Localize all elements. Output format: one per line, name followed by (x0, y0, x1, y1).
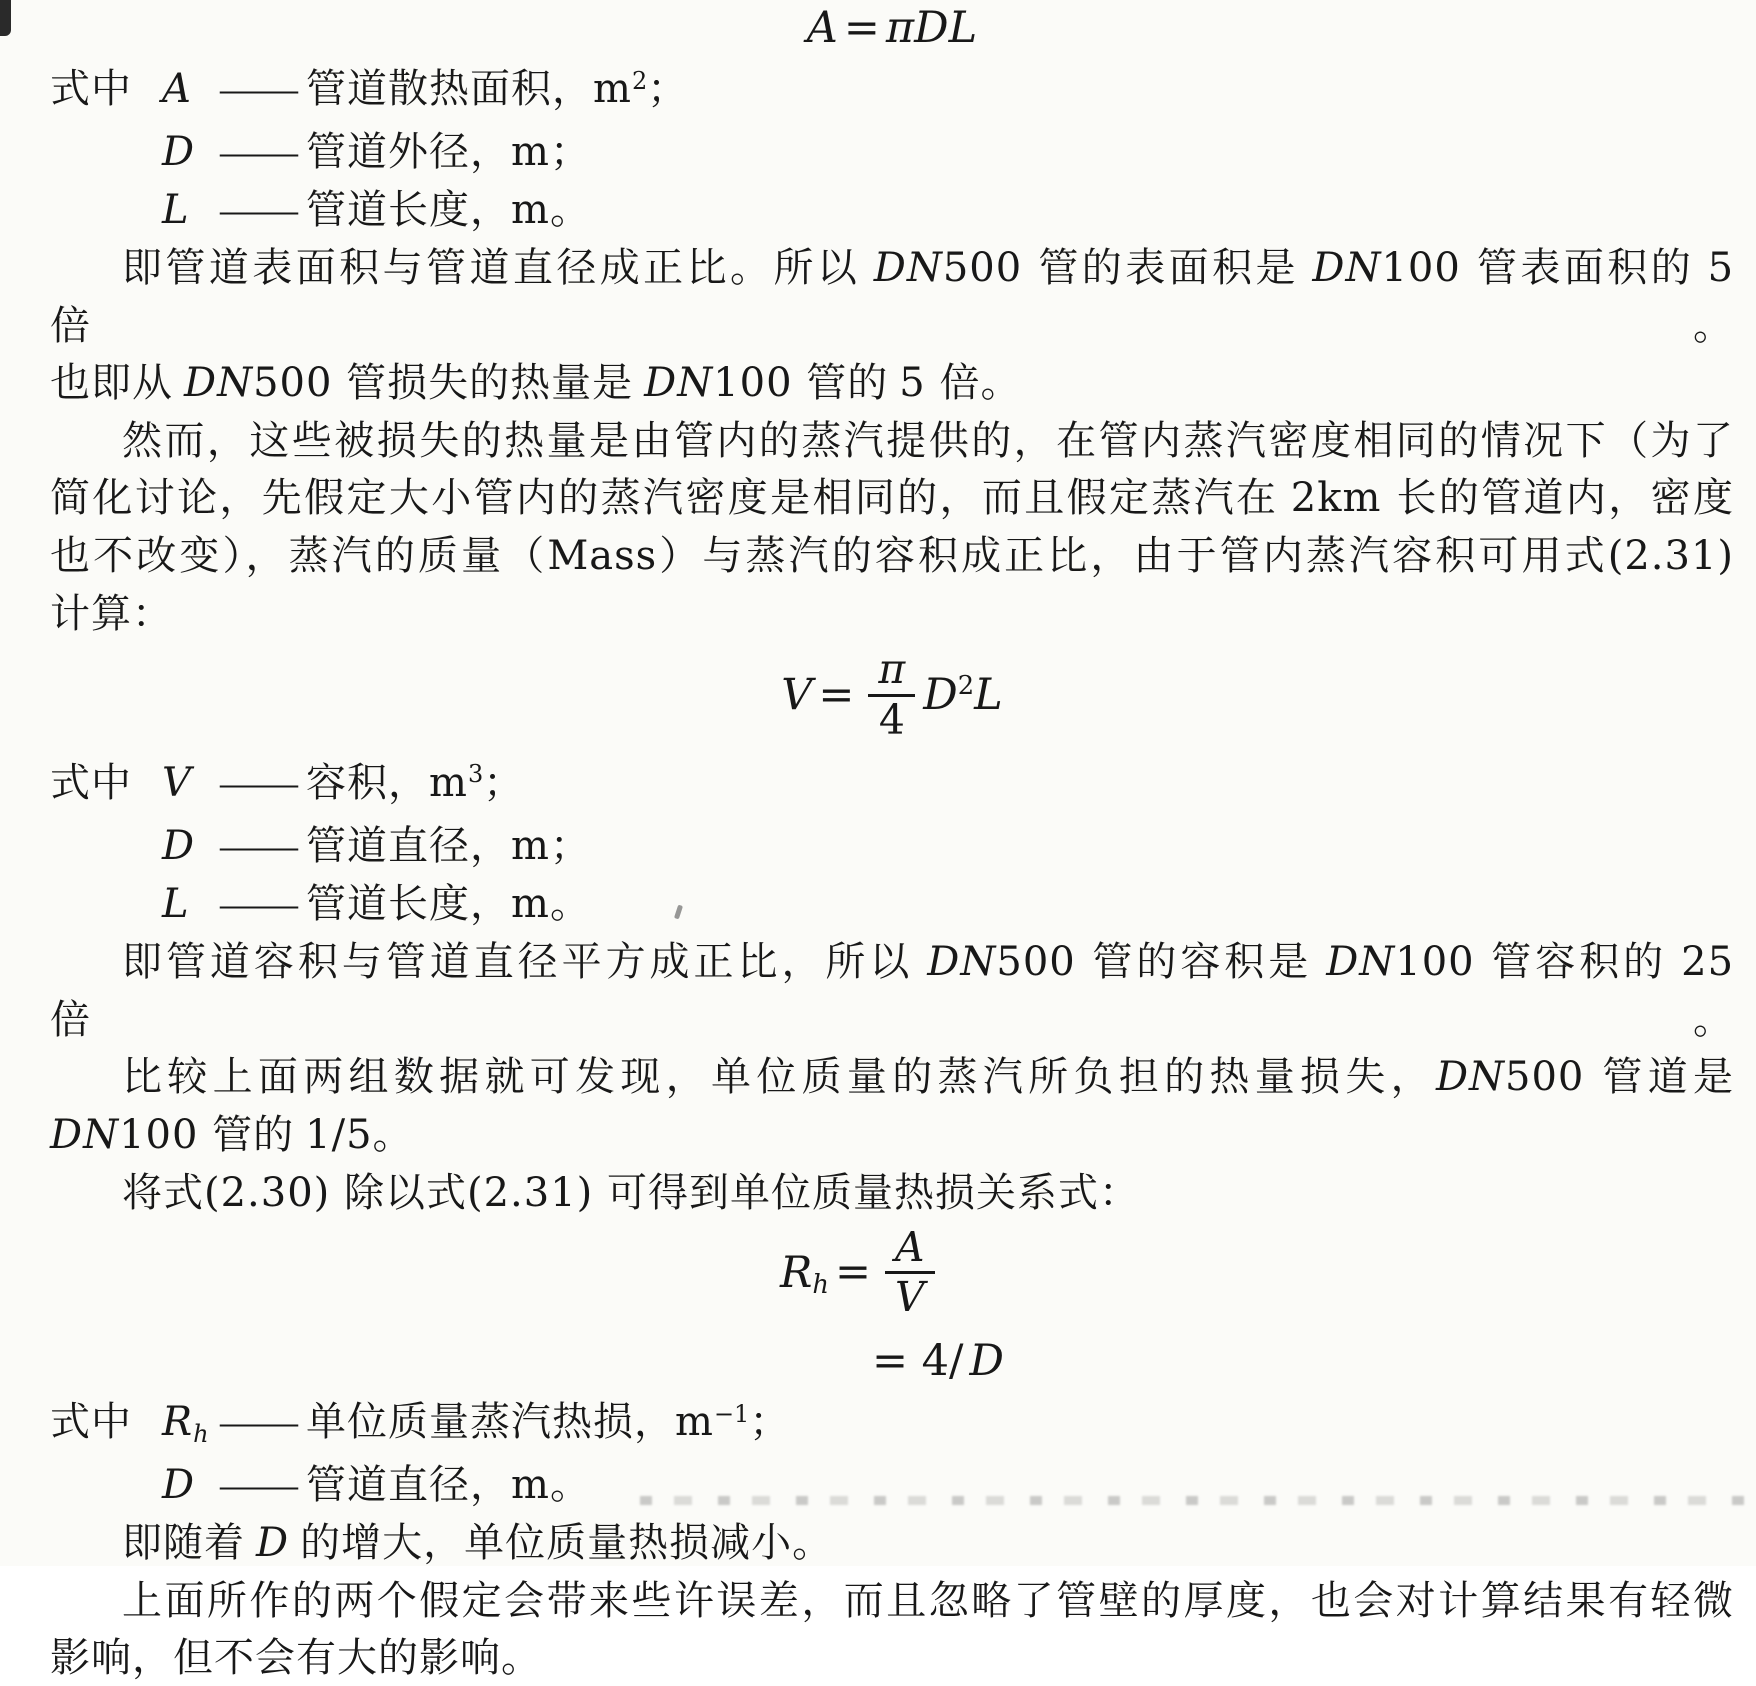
text-segment: 5 (1707, 244, 1735, 291)
scan-artifact-streak (640, 1496, 1748, 1505)
dash: —— (220, 65, 296, 111)
symbol-description (306, 1456, 591, 1514)
text-segment: DN (873, 244, 943, 291)
definition-row (50, 60, 1734, 123)
where-label: 式中 (50, 65, 132, 111)
text-segment: 长的管道内，密度 (1396, 474, 1734, 520)
para-caveat-1 (50, 1572, 1734, 1629)
text-segment: R (162, 1399, 194, 1445)
text-segment: 管损失的热量是 (346, 359, 645, 405)
text-segment: h (193, 1419, 209, 1448)
text-segment: 将式 (122, 1169, 204, 1215)
text-segment: −1 (713, 1399, 750, 1428)
text-segment: 2km (1290, 474, 1397, 521)
equation-a-pidl (50, 2, 1734, 56)
text-segment: h (812, 1270, 829, 1301)
text-segment: m (511, 822, 550, 869)
fraction: $\frac{A}{V}$ (885, 1226, 935, 1320)
text-segment: 100 (713, 359, 807, 406)
text-segment: 100 (1395, 938, 1492, 985)
text-segment: 倍。 (50, 996, 1734, 1042)
text-segment: 500 (996, 938, 1093, 985)
text-segment: A (162, 65, 192, 112)
text-segment: D (256, 1520, 290, 1566)
para-surface-1 (50, 239, 1734, 354)
symbol (162, 181, 220, 239)
where-list-1 (50, 60, 1734, 239)
where-list-2 (50, 754, 1734, 933)
symbol (162, 817, 220, 875)
text-segment: (2.30) (204, 1169, 344, 1216)
dash: —— (220, 880, 296, 926)
para-steam-2 (50, 469, 1734, 527)
text-segment: 管道是 (1602, 1053, 1735, 1099)
text-segment: 管的容积是 (1092, 938, 1327, 984)
text-segment: L (162, 880, 190, 927)
text-segment: = (843, 3, 880, 53)
text-segment: DN (1312, 244, 1382, 291)
text-segment: L (162, 186, 190, 233)
text-segment: 管道散热面积， (306, 65, 593, 111)
definition-row (50, 754, 1734, 817)
text-segment: 。 (549, 186, 591, 232)
text-segment: 100 (1381, 244, 1477, 291)
text-segment: DN (184, 359, 254, 406)
para-surface-2 (50, 354, 1734, 412)
text-segment: 管道长度， (306, 880, 511, 926)
fraction: $\frac{\pi}{4}$ (868, 648, 915, 742)
text-segment: = 4/ (871, 1336, 964, 1387)
equation-rh (50, 1222, 1734, 1390)
symbol-description (306, 1393, 790, 1456)
text-segment: 2 (631, 66, 648, 95)
formula-line (807, 2, 977, 56)
text-segment: 1/5 (305, 1111, 373, 1158)
text-segment: 即管道表面积与管道直径成正比。所以 (122, 244, 874, 290)
text-segment: 管容积的 (1491, 938, 1682, 984)
text-segment: 容积， (306, 759, 429, 805)
symbol-description (306, 60, 688, 123)
text-segment: ； (549, 822, 591, 868)
text-segment: Mass (547, 532, 658, 579)
symbol (162, 1393, 220, 1456)
text-segment: A (806, 3, 838, 53)
text-segment: = (818, 669, 855, 720)
text-segment: m (511, 880, 550, 927)
text-segment: 倍。 (939, 359, 1022, 405)
text-segment: D (162, 1462, 196, 1508)
text-segment: D (162, 128, 196, 175)
symbol (162, 875, 220, 933)
para-volume-1 (50, 933, 1734, 1048)
text-segment: 。 (372, 1111, 414, 1157)
text-segment: 也不改变），蒸汽的质量（ (50, 532, 548, 578)
text-segment: m (511, 128, 550, 175)
definition-row (50, 817, 1734, 875)
text-segment: 即随着 (122, 1520, 256, 1565)
formula-line (780, 1335, 1004, 1389)
equation-2-31 (50, 644, 1734, 746)
text-segment: 也即从 (50, 359, 184, 405)
text-segment: L (974, 669, 1003, 720)
text-segment: 影响，但不会有大的影响。 (50, 1635, 542, 1680)
definition-row (50, 181, 1734, 239)
definition-row (50, 875, 1734, 933)
text-segment: R (779, 1247, 813, 1298)
text-segment: DN (1435, 1053, 1506, 1100)
para-caveat-2 (50, 1629, 1734, 1686)
text-segment: DN (644, 359, 714, 406)
para-conclusion-1 (50, 1514, 1734, 1572)
text-segment: 管的 (212, 1111, 306, 1157)
text-segment: m (511, 1462, 550, 1508)
text-segment: 单位质量蒸汽热损， (306, 1399, 675, 1444)
symbol-description (306, 817, 591, 875)
text-segment: DN (1326, 938, 1396, 985)
text-segment: 。 (549, 880, 591, 926)
symbol (162, 60, 220, 118)
text-segment: 。 (549, 1462, 591, 1507)
text-segment: 计算： (50, 590, 173, 636)
para-steam-1 (50, 412, 1734, 469)
text-segment: 简化讨论，先假定大小管内的蒸汽密度是相同的，而且假定蒸汽在 (50, 474, 1291, 520)
text-segment: 的增大，单位质量热损减小。 (289, 1520, 834, 1565)
document-content (50, 2, 1734, 1686)
text-segment: 管道长度， (306, 186, 511, 232)
formula-line (779, 1222, 1004, 1324)
text-segment: 除以式 (344, 1169, 467, 1215)
text-segment: 2 (957, 671, 975, 702)
text-segment: 5 (899, 359, 940, 406)
text-segment: ； (483, 759, 525, 805)
scan-artifact-corner (0, 0, 11, 36)
dash: —— (220, 186, 296, 232)
para-compare-1 (50, 1048, 1734, 1106)
formula-body (781, 644, 1003, 746)
text-segment: DN (50, 1111, 120, 1158)
text-segment: 管的表面积是 (1038, 244, 1313, 290)
definition-row (50, 123, 1734, 181)
text-segment: m (511, 186, 550, 233)
dash: —— (220, 1399, 296, 1444)
text-segment: D (923, 669, 958, 720)
where-label: 式中 (50, 759, 132, 805)
text-segment: 500 (1505, 1053, 1603, 1100)
text-segment: D (162, 822, 196, 869)
text-segment: 即管道容积与管道直径平方成正比，所以 (122, 938, 928, 984)
text-segment: m (429, 759, 468, 806)
formula-body (779, 1222, 1005, 1390)
symbol (162, 123, 220, 181)
symbol (162, 754, 220, 812)
text-segment: D (969, 1336, 1005, 1387)
text-segment: DN (927, 938, 997, 985)
dash: —— (220, 128, 296, 174)
where-label: 式中 (50, 1399, 132, 1444)
text-segment: 500 (942, 244, 1039, 291)
text-segment: ； (647, 65, 689, 111)
text-segment: 上面所作的两个假定会带来些许误差，而且忽略了管壁的厚度，也会对计算结果有轻微 (122, 1578, 1734, 1623)
symbol-description (306, 123, 591, 181)
dash: —— (220, 822, 296, 868)
text-segment: V (162, 759, 192, 806)
text-segment: 管道直径， (306, 1462, 511, 1507)
para-divide (50, 1164, 1734, 1222)
para-compare-2 (50, 1106, 1734, 1164)
text-segment: = (835, 1247, 872, 1298)
text-segment: ； (749, 1399, 791, 1444)
definition-row (50, 1456, 1734, 1514)
text-segment: 100 (119, 1111, 213, 1158)
text-segment: 管表面积的 (1476, 244, 1708, 290)
text-segment: πDL (885, 3, 978, 53)
text-segment: (2.31) (467, 1169, 607, 1216)
definition-row (50, 1393, 1734, 1456)
text-segment: 可得到单位质量热损关系式： (607, 1169, 1140, 1215)
text-segment: 管的 (806, 359, 900, 405)
para-steam-3 (50, 527, 1734, 585)
text-segment: 500 (253, 359, 347, 406)
text-segment: 25 (1681, 938, 1735, 985)
symbol-description (306, 754, 524, 817)
symbol (162, 1456, 220, 1514)
text-segment: ； (549, 128, 591, 174)
dash: —— (220, 1462, 296, 1507)
dash: —— (220, 759, 296, 805)
text-segment: 比较上面两组数据就可发现，单位质量的蒸汽所负担的热量损失， (122, 1053, 1436, 1099)
text-segment: (2.31) (1607, 532, 1735, 579)
text-segment: 管道直径， (306, 822, 511, 868)
formula-body (807, 2, 977, 56)
symbol-description (306, 875, 591, 933)
text-segment: m (675, 1399, 714, 1445)
text-segment: 3 (467, 760, 484, 789)
text-segment: m (593, 65, 632, 112)
text-segment: ）与蒸汽的容积成正比，由于管内蒸汽容积可用式 (657, 532, 1608, 578)
text-segment: 管道外径， (306, 128, 511, 174)
text-segment: V (781, 669, 813, 720)
para-steam-4 (50, 585, 1734, 642)
text-segment: 倍。 (50, 302, 1734, 348)
symbol-description (306, 181, 591, 239)
formula-line (781, 644, 1003, 746)
text-segment: 然而，这些被损失的热量是由管内的蒸汽提供的，在管内蒸汽密度相同的情况下（为了 (122, 417, 1734, 463)
